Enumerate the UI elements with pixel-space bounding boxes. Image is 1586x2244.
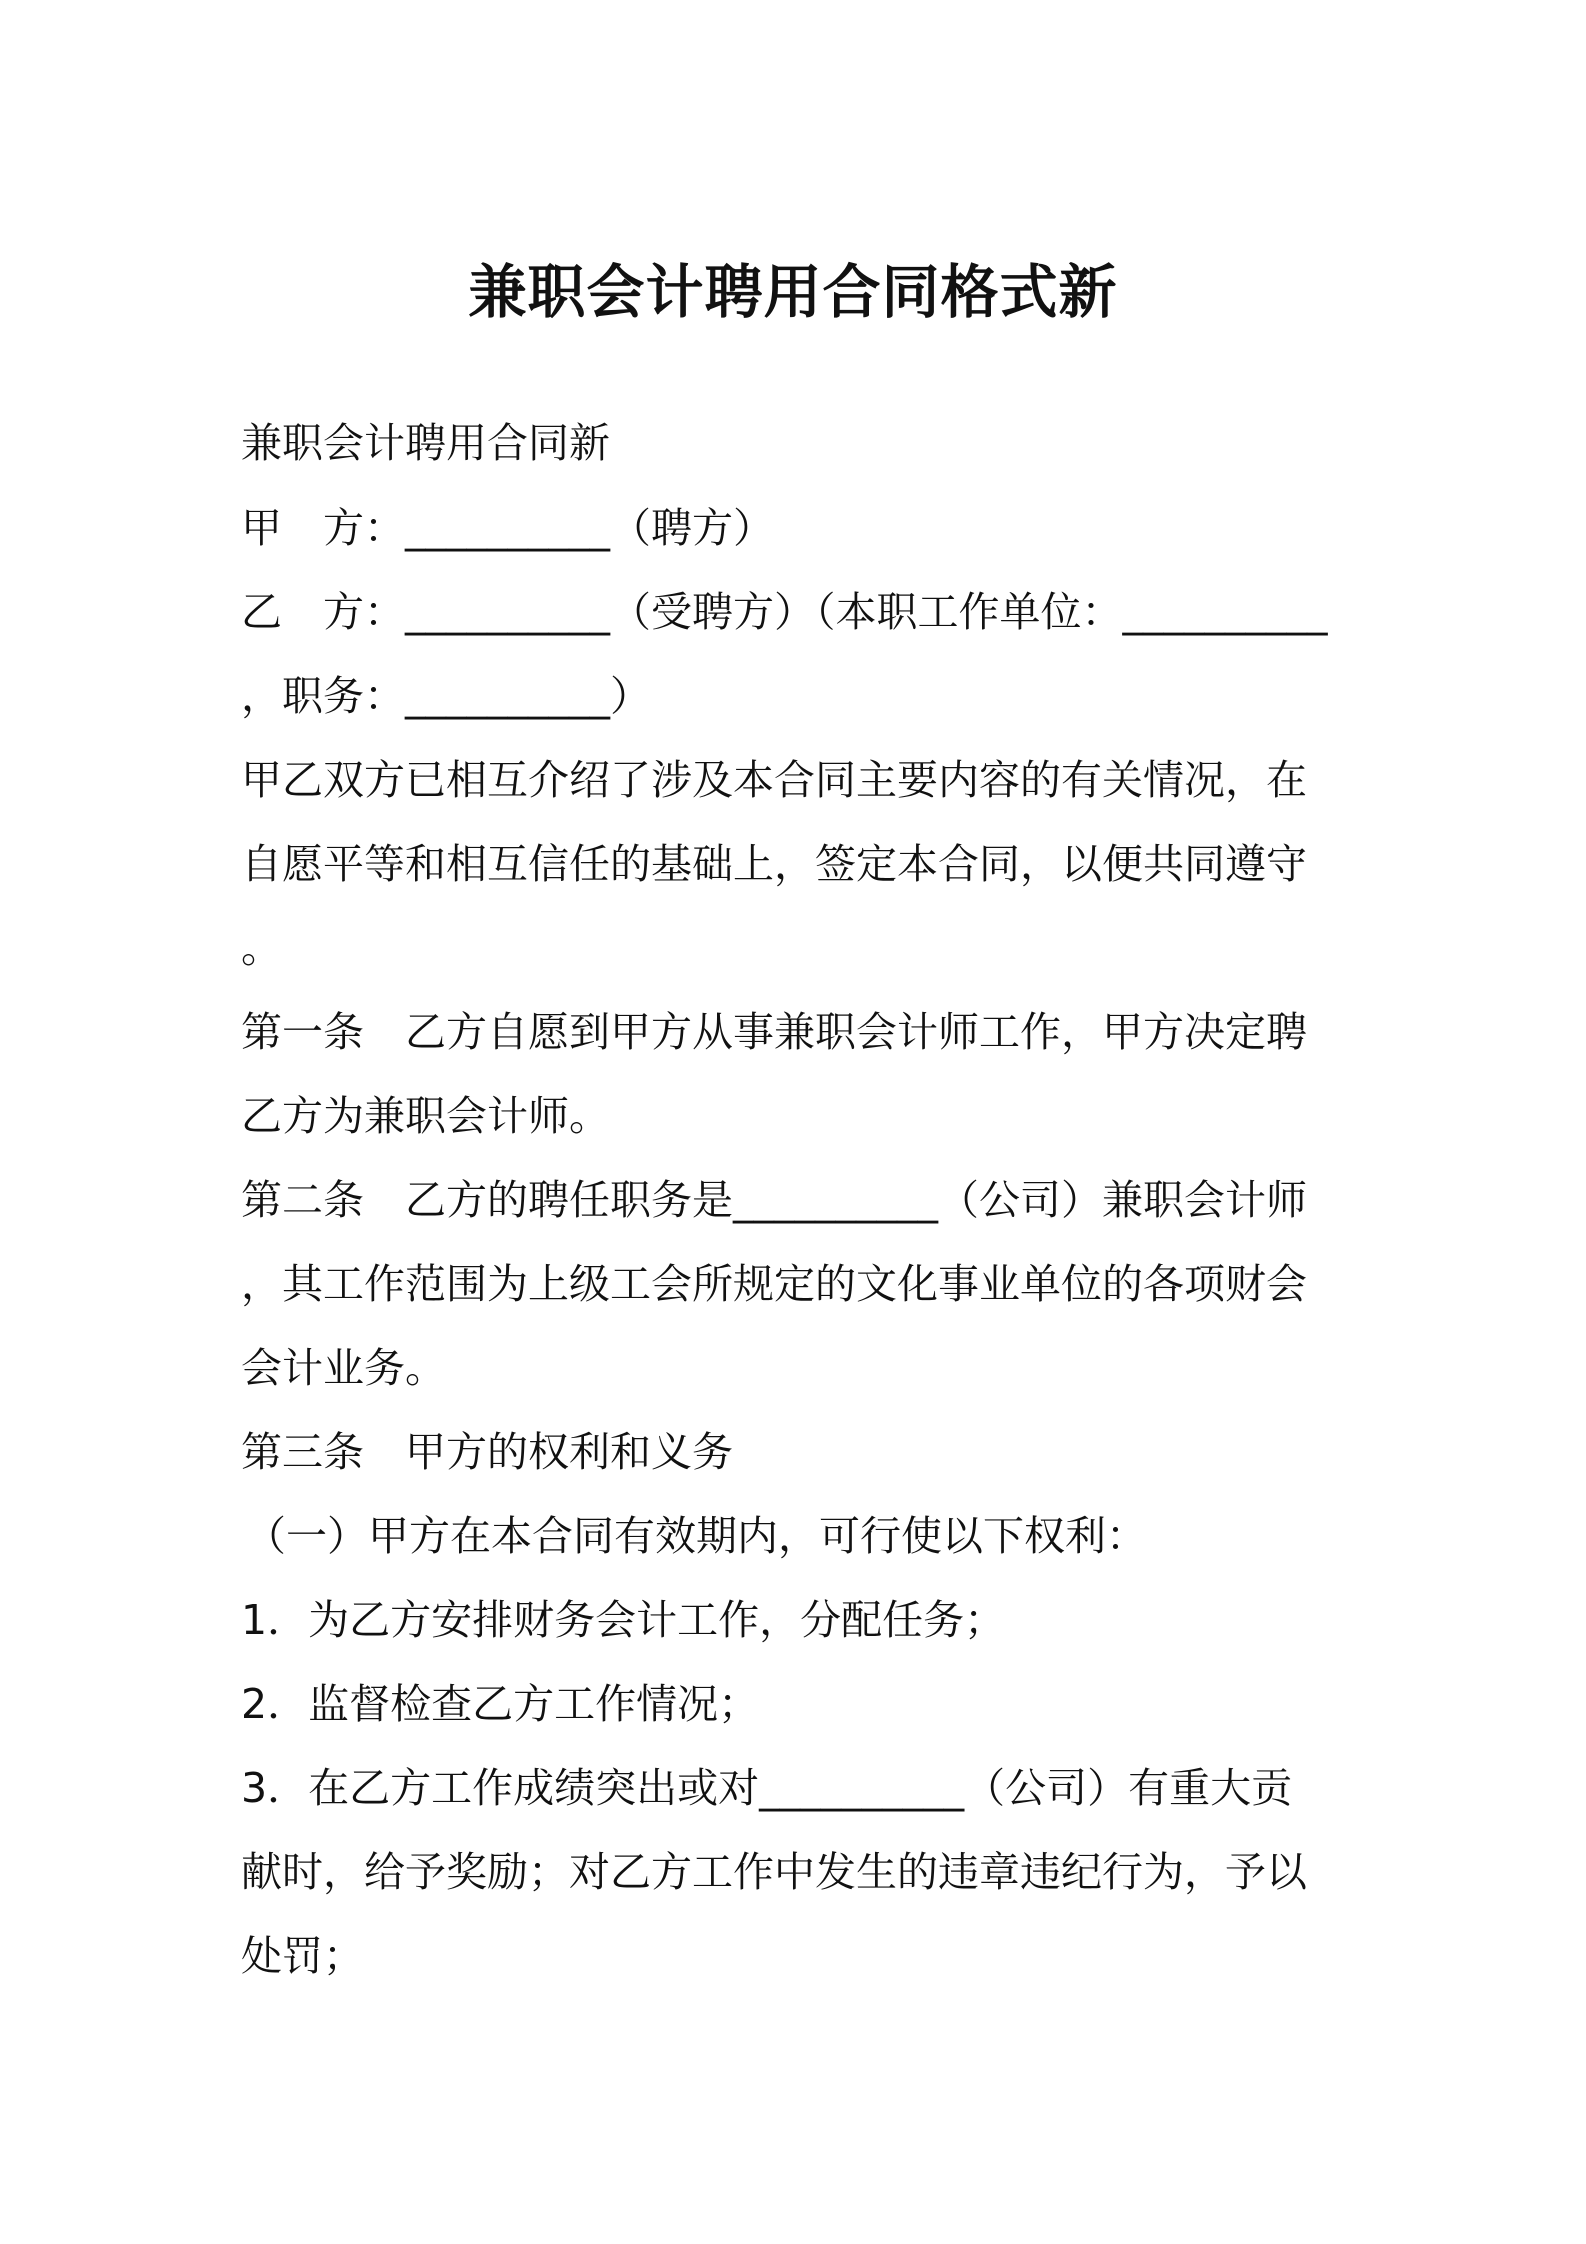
intro-line-3: 。 xyxy=(241,924,282,972)
party-b-line-1 xyxy=(241,582,1351,642)
article-2-line-2: ，其工作范围为上级工会所规定的文化事业单位的各项财会 xyxy=(241,1260,1307,1308)
list-item-3-line-2: 献时，给予奖励；对乙方工作中发生的违章违纪行为，予以 xyxy=(241,1848,1307,1896)
list-item-3-line-1: 3．在乙方工作成绩突出或对__________（公司）有重大贡 xyxy=(241,1764,1293,1812)
party-a-line: 甲 方：__________（聘方） xyxy=(241,504,774,552)
article-3-subsection-1: （一）甲方在本合同有效期内，可行使以下权利： xyxy=(245,1512,1147,1560)
intro-line-2: 自愿平等和相互信任的基础上，签定本合同，以便共同遵守 xyxy=(241,840,1307,888)
article-1-line-1: 第一条 乙方自愿到甲方从事兼职会计师工作，甲方决定聘 xyxy=(241,1008,1307,1056)
contract-subtitle: 兼职会计聘用合同新 xyxy=(241,419,610,467)
party-b-line-2: ，职务：__________） xyxy=(241,672,651,720)
article-3-heading: 第三条 甲方的权利和义务 xyxy=(241,1428,733,1476)
document-title: 兼职会计聘用合同格式新 xyxy=(468,258,1118,326)
article-2-line-3: 会计业务。 xyxy=(241,1344,446,1392)
list-item-2: 2．监督检查乙方工作情况； xyxy=(241,1680,760,1728)
party-b-line-1-text: 乙 方：__________（受聘方）（本职工作单位：__________ xyxy=(241,588,1328,636)
article-1-line-2: 乙方为兼职会计师。 xyxy=(241,1092,610,1140)
article-2-line-1: 第二条 乙方的聘任职务是__________（公司）兼职会计师 xyxy=(241,1176,1307,1224)
intro-line-1: 甲乙双方已相互介绍了涉及本合同主要内容的有关情况，在 xyxy=(241,756,1307,804)
list-item-3-line-3: 处罚； xyxy=(241,1932,364,1980)
list-item-1: 1．为乙方安排财务会计工作，分配任务； xyxy=(241,1596,1006,1644)
